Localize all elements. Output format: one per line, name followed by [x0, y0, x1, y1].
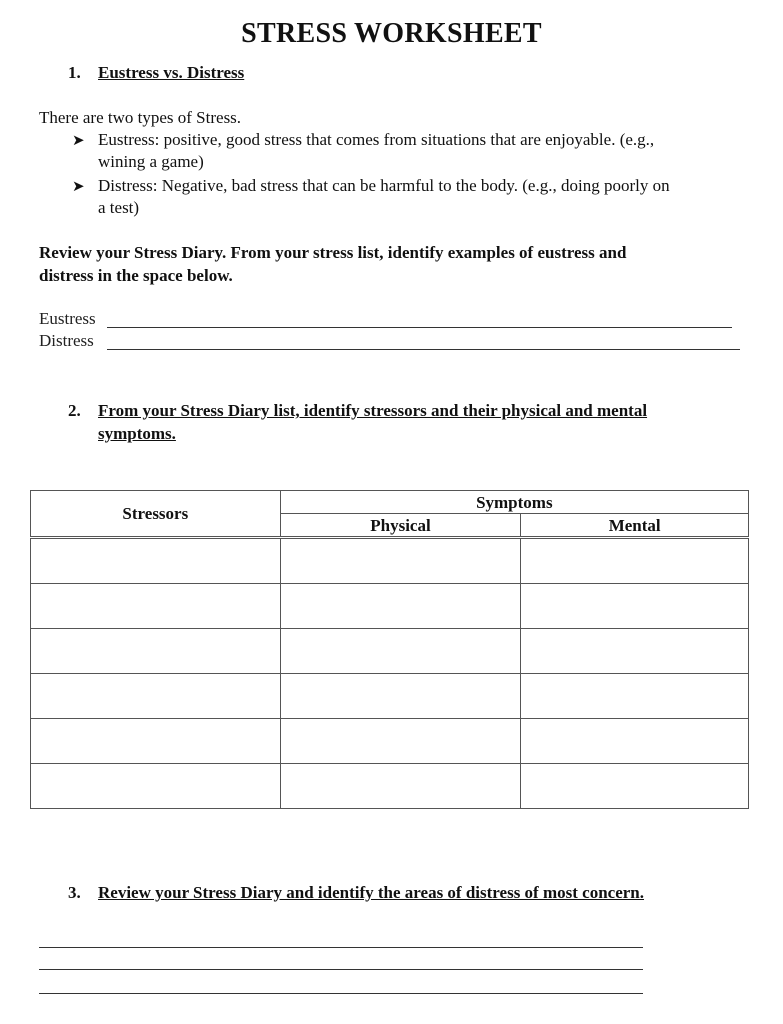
mental-cell[interactable]	[521, 584, 749, 629]
section-2-heading-line2: symptoms.	[98, 424, 176, 443]
arrowhead-bullet-icon: ➤	[72, 179, 85, 195]
section-1-instruction-line1: Review your Stress Diary. From your stress list, identify examples of eustress and	[39, 243, 627, 262]
concern-answer-line-3[interactable]	[39, 993, 643, 994]
bullet-eustress-line1: Eustress: positive, good stress that comes from situations that are enjoyable. (e.g.,	[98, 130, 655, 149]
table-header-physical: Physical	[280, 514, 521, 538]
eustress-answer-line[interactable]	[107, 327, 732, 328]
section-1-heading: Eustress vs. Distress	[98, 63, 245, 82]
table-row	[31, 584, 749, 629]
stressor-cell[interactable]	[31, 538, 281, 584]
physical-cell[interactable]	[280, 538, 521, 584]
stressor-cell[interactable]	[31, 674, 281, 719]
physical-cell[interactable]	[280, 764, 521, 809]
bullet-distress-line2: a test)	[98, 198, 140, 217]
physical-cell[interactable]	[280, 674, 521, 719]
physical-cell[interactable]	[280, 629, 521, 674]
stressor-cell[interactable]	[31, 764, 281, 809]
page-title: STRESS WORKSHEET	[241, 18, 542, 49]
section-3-heading: Review your Stress Diary and identify the areas of distress of most concern.	[98, 883, 645, 902]
table-header-stressors: Stressors	[31, 491, 281, 538]
section-1-number: 1.	[68, 63, 81, 82]
mental-cell[interactable]	[521, 764, 749, 809]
physical-cell[interactable]	[280, 584, 521, 629]
table-header-symptoms: Symptoms	[280, 491, 748, 514]
distress-label: Distress	[39, 331, 94, 350]
table-row	[31, 674, 749, 719]
table-header-mental: Mental	[521, 514, 749, 538]
mental-cell[interactable]	[521, 674, 749, 719]
stressor-cell[interactable]	[31, 629, 281, 674]
table-row	[31, 629, 749, 674]
stressor-cell[interactable]	[31, 584, 281, 629]
bullet-eustress-line2: wining a game)	[98, 152, 204, 171]
bullet-distress-line1: Distress: Negative, bad stress that can be harmful to the body. (e.g., doing poorly on	[98, 176, 670, 195]
mental-cell[interactable]	[521, 538, 749, 584]
section-1-instruction-line2: distress in the space below.	[39, 266, 233, 285]
stressors-symptoms-table	[30, 490, 749, 809]
table-row	[31, 764, 749, 809]
section-1-intro: There are two types of Stress.	[39, 108, 242, 127]
arrowhead-bullet-icon: ➤	[72, 133, 85, 149]
eustress-label: Eustress	[39, 309, 96, 328]
stressor-cell[interactable]	[31, 719, 281, 764]
section-2-number: 2.	[68, 401, 81, 420]
physical-cell[interactable]	[280, 719, 521, 764]
section-3-number: 3.	[68, 883, 81, 902]
table-row	[31, 719, 749, 764]
distress-answer-line[interactable]	[107, 349, 740, 350]
mental-cell[interactable]	[521, 629, 749, 674]
concern-answer-line-1[interactable]	[39, 947, 643, 948]
table-row	[31, 538, 749, 584]
concern-answer-line-2[interactable]	[39, 969, 643, 970]
mental-cell[interactable]	[521, 719, 749, 764]
section-2-heading-line1: From your Stress Diary list, identify stressors and their physical and mental	[98, 401, 648, 420]
